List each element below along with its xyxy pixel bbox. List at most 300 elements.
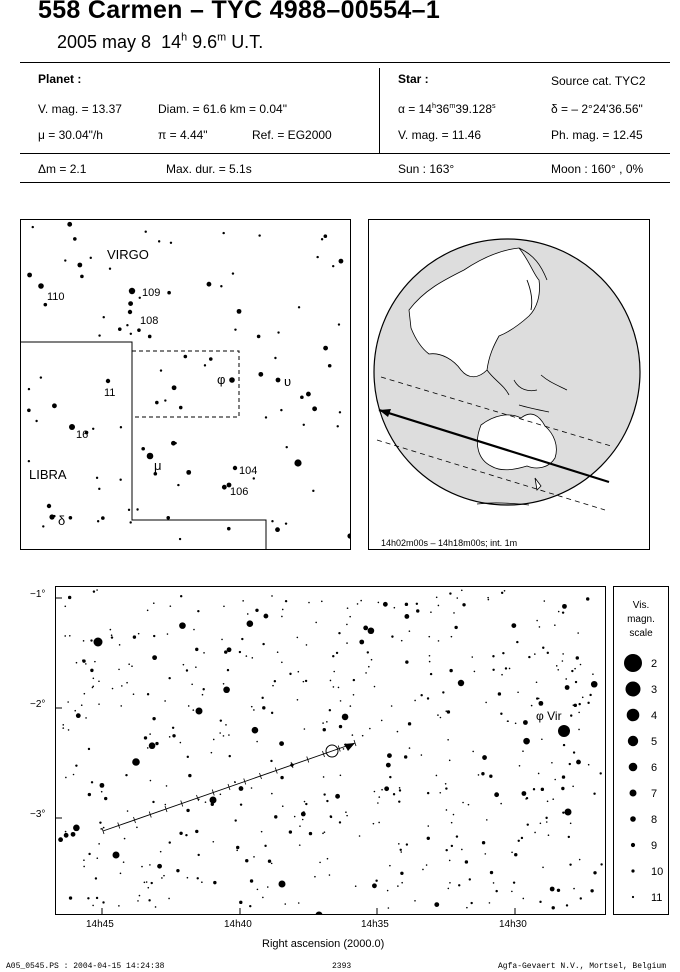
star-heading: Star :	[398, 72, 429, 86]
chart-star	[539, 901, 541, 903]
chart-star	[152, 801, 154, 803]
chart-star	[342, 714, 349, 721]
scale-dots	[624, 654, 642, 898]
chart-star	[289, 673, 291, 675]
chart-star	[119, 644, 121, 646]
chart-star	[225, 724, 227, 726]
chart-star	[540, 822, 542, 824]
chart-star	[573, 888, 575, 890]
finder-star	[90, 257, 92, 259]
chart-star	[82, 659, 85, 662]
chart-star	[280, 776, 283, 779]
finder-star	[170, 242, 172, 244]
y-tick-2: −2°	[30, 699, 46, 710]
finder-star	[28, 460, 30, 462]
chart-star	[69, 635, 71, 637]
scale-mag-5: 5	[651, 736, 658, 748]
scale-mag-4: 4	[651, 710, 658, 722]
chart-star	[340, 774, 342, 776]
chart-star	[137, 900, 139, 902]
chart-star	[326, 800, 328, 802]
finder-star	[207, 282, 212, 287]
chart-star	[98, 680, 100, 682]
finder-star	[253, 477, 255, 479]
chart-star	[103, 827, 105, 829]
chart-star	[521, 837, 523, 839]
chart-star	[257, 889, 259, 891]
footer-number: 2393	[332, 962, 352, 971]
chart-star	[389, 865, 391, 867]
chart-star	[501, 592, 503, 594]
chart-star	[485, 702, 487, 704]
chart-star	[285, 600, 287, 602]
chart-star	[146, 881, 148, 883]
chart-star	[593, 793, 595, 795]
chart-star	[73, 825, 80, 832]
chart-star	[327, 858, 329, 860]
chart-star	[221, 639, 223, 641]
finder-star	[339, 411, 341, 413]
finder-star	[160, 369, 162, 371]
y-tick-1: −1°	[30, 589, 46, 600]
chart-star	[152, 655, 157, 660]
chart-star	[461, 849, 463, 851]
star-label-mu: μ	[154, 458, 162, 473]
chart-star	[378, 822, 380, 824]
scale-dot	[631, 869, 634, 872]
chart-star	[170, 605, 172, 607]
finder-star	[164, 399, 166, 401]
star-label-109: 109	[142, 287, 161, 299]
chart-star	[461, 589, 463, 591]
chart-star	[438, 640, 440, 642]
chart-star	[371, 659, 373, 661]
delta-mag: Δm = 2.1	[38, 162, 87, 176]
chart-star	[511, 891, 513, 893]
finder-star	[323, 346, 328, 351]
chart-star	[316, 912, 323, 915]
star-label-16: 16	[76, 429, 89, 441]
chart-star	[264, 614, 269, 619]
chart-star	[576, 656, 579, 659]
chart-star	[570, 714, 572, 716]
chart-star	[165, 804, 167, 806]
chart-star	[552, 906, 555, 909]
chart-star	[148, 899, 150, 901]
chart-star	[100, 783, 105, 788]
finder-star	[118, 327, 122, 331]
finder-star	[98, 488, 100, 490]
planet-heading: Planet :	[38, 72, 82, 86]
chart-star	[388, 907, 390, 909]
chart-star	[193, 629, 195, 631]
chart-star	[502, 652, 504, 654]
chart-star	[346, 815, 348, 817]
event-date: 2005 may 8	[57, 32, 152, 52]
finder-star	[32, 226, 34, 228]
chart-star	[281, 616, 283, 618]
chart-star	[373, 823, 375, 825]
chart-star	[304, 728, 306, 730]
chart-star	[169, 736, 171, 738]
chart-star	[147, 693, 149, 695]
chart-star	[149, 742, 156, 749]
chart-star	[462, 802, 464, 804]
chart-star	[128, 663, 130, 665]
chart-star	[294, 816, 296, 818]
finder-star	[186, 470, 191, 475]
chart-star	[279, 881, 286, 888]
chart-star	[340, 700, 342, 702]
chart-star	[281, 661, 283, 663]
chart-star	[253, 856, 255, 858]
chart-star	[180, 742, 182, 744]
star-label-11: 11	[104, 387, 116, 399]
chart-star	[381, 720, 383, 722]
finder-star	[145, 231, 147, 233]
y-tick-3: −3°	[30, 809, 46, 820]
finder-star	[69, 424, 75, 430]
chart-star	[308, 602, 310, 604]
chart-star	[586, 597, 589, 600]
chart-star	[398, 800, 400, 802]
chart-star	[525, 798, 527, 800]
chart-star	[527, 823, 529, 825]
chart-star	[436, 775, 438, 777]
chart-star	[346, 642, 348, 644]
chart-star	[568, 836, 570, 838]
chart-star	[272, 685, 274, 687]
chart-star	[85, 663, 87, 665]
chart-star	[569, 763, 571, 765]
chart-star	[372, 883, 377, 888]
chart-star	[223, 735, 225, 737]
finder-star	[306, 392, 311, 397]
chart-star	[246, 655, 248, 657]
chart-star	[205, 801, 207, 803]
chart-star	[368, 627, 375, 634]
chart-star	[252, 727, 259, 734]
chart-star	[430, 673, 432, 675]
chart-star	[377, 802, 379, 804]
chart-star	[262, 897, 264, 899]
chart-star	[298, 671, 300, 673]
chart-star	[454, 626, 457, 629]
footer-credit: Agfa-Gevaert N.V., Mortsel, Belgium	[498, 962, 667, 971]
chart-star	[219, 732, 221, 734]
finder-star	[92, 428, 94, 430]
finder-star	[77, 263, 82, 268]
x-tick-1445: 14h45	[86, 919, 114, 930]
chart-star	[289, 830, 292, 833]
chart-star	[305, 680, 307, 682]
chart-star	[504, 590, 506, 592]
chart-star	[562, 811, 564, 813]
finder-star	[179, 406, 183, 410]
chart-star	[96, 857, 98, 859]
chart-star	[368, 666, 370, 668]
chart-star	[399, 787, 401, 789]
chart-star	[197, 854, 199, 856]
chart-star	[147, 887, 149, 889]
chart-star	[271, 712, 273, 714]
chart-star	[271, 793, 273, 795]
chart-star	[416, 603, 418, 605]
chart-star	[487, 597, 489, 599]
chart-star	[319, 862, 321, 864]
chart-star	[575, 681, 577, 683]
finder-star	[271, 520, 273, 522]
chart-star	[569, 863, 571, 865]
finder-star	[103, 316, 105, 318]
chart-star	[90, 669, 93, 672]
chart-star	[518, 840, 520, 842]
chart-star	[282, 609, 284, 611]
chart-star	[501, 674, 503, 676]
finder-chart	[20, 219, 351, 550]
chart-star	[547, 801, 549, 803]
star-label-phi: φ	[217, 372, 226, 387]
chart-star	[132, 758, 140, 766]
finder-star	[38, 283, 44, 289]
finder-star	[204, 364, 206, 366]
chart-star	[88, 793, 91, 796]
chart-star	[465, 860, 468, 863]
chart-star	[536, 620, 538, 622]
chart-star	[241, 638, 243, 640]
chart-star	[197, 610, 199, 612]
chart-star	[210, 797, 217, 804]
chart-star	[125, 774, 127, 776]
chart-star	[277, 651, 279, 653]
chart-star	[438, 605, 440, 607]
chart-star	[522, 898, 524, 900]
chart-star	[408, 722, 411, 725]
chart-star	[324, 831, 326, 833]
finder-star	[106, 379, 110, 383]
globe-panel	[368, 219, 650, 550]
chart-star	[381, 789, 383, 791]
finder-star	[286, 446, 288, 448]
chart-star	[453, 612, 455, 614]
chart-star	[111, 634, 113, 636]
chart-star	[333, 686, 335, 688]
chart-star	[64, 833, 69, 838]
chart-star	[81, 704, 83, 706]
chart-star	[161, 877, 163, 879]
scale-dot	[626, 682, 641, 697]
chart-star	[250, 879, 253, 882]
chart-star	[343, 748, 345, 750]
magnitude-scale	[613, 586, 669, 915]
chart-star	[519, 765, 521, 767]
chart-star	[202, 694, 204, 696]
chart-star	[554, 624, 556, 626]
chart-star	[542, 867, 544, 869]
chart-star	[239, 651, 241, 653]
chart-star	[400, 849, 402, 851]
chart-star	[509, 668, 511, 670]
track-ticks	[102, 740, 356, 834]
chart-star	[469, 878, 471, 880]
finder-star	[67, 222, 72, 227]
chart-star	[315, 622, 317, 624]
finder-star	[280, 409, 282, 411]
chart-star	[211, 752, 213, 754]
chart-star	[406, 843, 408, 845]
chart-star	[131, 665, 133, 667]
chart-star	[468, 804, 470, 806]
chart-star	[346, 624, 348, 626]
chart-star	[541, 738, 543, 740]
phi-vir-star	[558, 725, 570, 737]
chart-star	[274, 815, 277, 818]
chart-star	[186, 669, 188, 671]
chart-star	[350, 705, 352, 707]
x-axis-label: Right ascension (2000.0)	[262, 938, 385, 950]
scale-mag-6: 6	[651, 762, 658, 774]
finder-star	[298, 306, 300, 308]
chart-star	[299, 825, 301, 827]
scale-title: Vis. magn. scale	[627, 600, 655, 639]
chart-star	[409, 630, 411, 632]
chart-star	[68, 729, 70, 731]
chart-star	[429, 655, 431, 657]
chart-star	[514, 853, 517, 856]
chart-star	[268, 860, 271, 863]
chart-star	[592, 673, 594, 675]
finder-star	[285, 522, 287, 524]
planet-ref: Ref. = EG2000	[252, 128, 332, 142]
chart-star	[213, 881, 216, 884]
chart-star	[429, 661, 431, 663]
chart-star	[321, 601, 323, 603]
chart-star	[136, 827, 138, 829]
finder-star	[28, 388, 30, 390]
chart-star	[451, 845, 453, 847]
chart-star	[458, 884, 460, 886]
finder-star	[155, 401, 159, 405]
chart-star	[58, 837, 63, 842]
chart-star	[462, 603, 465, 606]
chart-star	[557, 669, 559, 671]
chart-star	[562, 611, 564, 613]
chart-star	[110, 629, 112, 631]
chart-star	[253, 709, 255, 711]
finder-star	[222, 485, 227, 490]
chart-star	[442, 691, 444, 693]
chart-star	[91, 781, 93, 783]
chart-star	[83, 866, 85, 868]
chart-star	[138, 633, 140, 635]
finder-star	[347, 533, 350, 538]
chart-star	[554, 779, 556, 781]
chart-star	[588, 764, 590, 766]
chart-star	[471, 656, 473, 658]
chart-star	[589, 694, 591, 696]
page-title: 558 Carmen – TYC 4988–00554–1	[38, 0, 441, 24]
footer-file: A05_0545.PS : 2004-04-15 14:24:38	[6, 962, 165, 971]
finder-star	[227, 527, 231, 531]
chart-star	[458, 680, 464, 686]
chart-star	[153, 635, 155, 637]
chart-star	[579, 859, 581, 861]
chart-star	[155, 906, 157, 908]
chart-star	[565, 809, 572, 816]
chart-star	[239, 786, 244, 791]
chart-star	[449, 592, 451, 594]
finder-star	[328, 364, 332, 368]
chart-star	[166, 785, 168, 787]
chart-star	[498, 692, 501, 695]
chart-star	[430, 611, 432, 613]
chart-star	[401, 640, 403, 642]
chart-star	[124, 838, 126, 840]
chart-star	[551, 762, 553, 764]
chart-star	[375, 879, 377, 881]
chart-star	[572, 785, 574, 787]
chart-star	[409, 747, 411, 749]
chart-star	[67, 701, 69, 703]
scale-dot	[631, 843, 635, 847]
chart-star	[398, 843, 400, 845]
chart-star	[147, 747, 149, 749]
chart-star	[562, 660, 564, 662]
scale-mag-3: 3	[651, 684, 658, 696]
chart-star	[303, 811, 305, 813]
chart-star	[427, 837, 430, 840]
chart-star	[378, 602, 380, 604]
chart-star	[329, 709, 331, 711]
chart-star	[163, 875, 165, 877]
finder-star	[129, 288, 135, 294]
chart-star	[239, 901, 242, 904]
chart-star	[113, 852, 120, 859]
label-virgo: VIRGO	[107, 247, 149, 262]
chart-star	[155, 742, 158, 745]
chart-star	[505, 667, 507, 669]
scale-dot	[632, 896, 634, 898]
chart-star	[264, 845, 266, 847]
chart-star	[172, 734, 175, 737]
chart-star	[330, 680, 332, 682]
star-label-104: 104	[239, 465, 258, 477]
chart-star	[101, 791, 103, 793]
chart-star	[345, 811, 347, 813]
chart-star	[330, 816, 332, 818]
chart-star	[492, 669, 494, 671]
chart-star	[593, 871, 596, 874]
chart-star	[580, 897, 582, 899]
finder-star	[258, 234, 260, 236]
chart-star	[179, 832, 182, 835]
scale-dot	[630, 790, 637, 797]
chart-star	[64, 635, 66, 637]
chart-star	[420, 694, 422, 696]
scale-mag-9: 9	[651, 840, 658, 852]
chart-star	[445, 787, 447, 789]
finder-star	[303, 424, 305, 426]
chart-star	[64, 605, 66, 607]
chart-star	[571, 670, 573, 672]
planet-diameter: Diam. = 61.6 km = 0.04"	[158, 102, 287, 116]
chart-star	[428, 636, 430, 638]
max-duration: Max. dur. = 5.1s	[166, 162, 252, 176]
chart-star	[76, 662, 78, 664]
finder-star	[49, 514, 54, 519]
chart-star	[557, 889, 560, 892]
chart-star	[363, 625, 368, 630]
